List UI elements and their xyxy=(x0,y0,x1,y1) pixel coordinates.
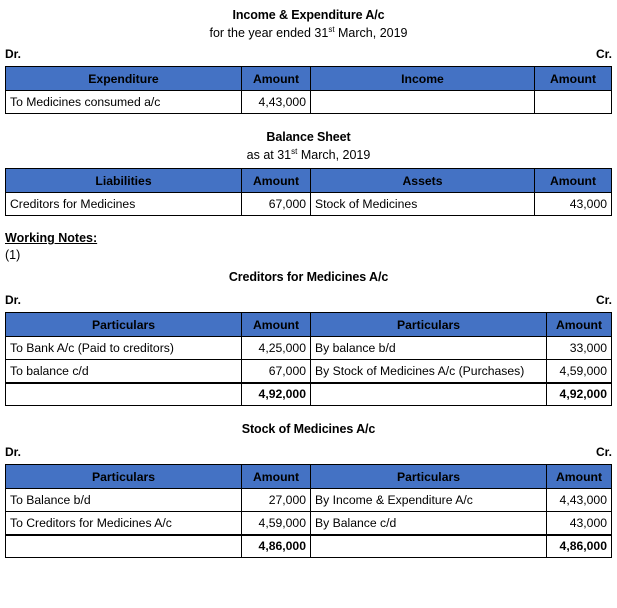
cell-total-right-amount: 4,92,000 xyxy=(547,383,612,406)
balance-sheet-title: Balance Sheet xyxy=(266,130,351,144)
cell-total-left-particular xyxy=(6,383,242,406)
column-header-expenditure: Expenditure xyxy=(6,67,242,91)
debit-label: Dr. xyxy=(5,445,22,459)
cell-right-amount: 43,000 xyxy=(547,512,612,535)
credit-label: Cr. xyxy=(595,293,612,307)
cell-right-amount: 4,43,000 xyxy=(547,489,612,512)
cell-left-amount: 67,000 xyxy=(242,360,311,383)
stock-account-section xyxy=(0,406,617,558)
cell-right-particular: Stock of Medicines xyxy=(311,193,535,216)
credit-label: Cr. xyxy=(595,445,612,459)
table-row xyxy=(6,512,612,535)
stock-account-title: Stock of Medicines A/c xyxy=(241,422,376,436)
balance-sheet-subtitle-prefix: as at 31 xyxy=(246,148,292,162)
creditors-account-section xyxy=(0,264,617,406)
income-expenditure-subtitle-prefix: for the year ended 31 xyxy=(209,26,329,40)
column-header-amount-credit: Amount xyxy=(547,465,612,489)
cell-total-left-amount: 4,86,000 xyxy=(242,535,311,558)
cell-total-left-particular xyxy=(6,535,242,558)
column-header-amount-liabilities: Amount xyxy=(242,169,311,193)
cell-left-particular: To Creditors for Medicines A/c xyxy=(6,512,242,535)
cell-total-right-amount: 4,86,000 xyxy=(547,535,612,558)
table-total-row xyxy=(6,383,612,406)
table-row xyxy=(6,91,612,114)
column-header-amount-debit: Amount xyxy=(242,313,311,337)
balance-sheet-section xyxy=(0,114,617,216)
balance-sheet-subtitle-suffix: March, 2019 xyxy=(297,148,371,162)
cell-right-amount xyxy=(535,91,612,114)
balance-sheet-subtitle-ordinal: st xyxy=(291,146,298,156)
working-notes-heading: Working Notes: xyxy=(5,231,98,245)
stock-account-drcr-labels xyxy=(5,444,612,460)
income-expenditure-drcr-labels xyxy=(5,46,612,62)
column-header-income: Income xyxy=(311,67,535,91)
income-expenditure-section xyxy=(0,0,617,114)
cell-right-particular: By Income & Expenditure A/c xyxy=(311,489,547,512)
cell-left-amount: 27,000 xyxy=(242,489,311,512)
income-expenditure-title: Income & Expenditure A/c xyxy=(232,8,385,22)
cell-left-particular: To Bank A/c (Paid to creditors) xyxy=(6,337,242,360)
balance-sheet-subtitle xyxy=(5,146,612,164)
income-expenditure-subtitle-ordinal: st xyxy=(328,24,335,34)
working-notes-section xyxy=(0,216,617,264)
cell-total-right-particular xyxy=(311,383,547,406)
column-header-amount-debit: Amount xyxy=(242,67,311,91)
cell-total-left-amount: 4,92,000 xyxy=(242,383,311,406)
table-header-row xyxy=(6,313,612,337)
column-header-amount-credit: Amount xyxy=(547,313,612,337)
income-expenditure-subtitle-suffix: March, 2019 xyxy=(334,26,408,40)
cell-left-particular: Creditors for Medicines xyxy=(6,193,242,216)
income-expenditure-subtitle xyxy=(5,24,612,42)
creditors-account-title: Creditors for Medicines A/c xyxy=(228,270,389,284)
cell-right-particular xyxy=(311,91,535,114)
cell-left-particular: To balance c/d xyxy=(6,360,242,383)
cell-left-amount: 4,59,000 xyxy=(242,512,311,535)
cell-left-amount: 67,000 xyxy=(242,193,311,216)
cell-left-amount: 4,25,000 xyxy=(242,337,311,360)
cell-right-particular: By balance b/d xyxy=(311,337,547,360)
table-row xyxy=(6,360,612,383)
debit-label: Dr. xyxy=(5,293,22,307)
cell-right-particular: By Balance c/d xyxy=(311,512,547,535)
cell-right-amount: 4,59,000 xyxy=(547,360,612,383)
column-header-amount-assets: Amount xyxy=(535,169,612,193)
cell-left-amount: 4,43,000 xyxy=(242,91,311,114)
column-header-particulars-debit: Particulars xyxy=(6,465,242,489)
cell-right-particular: By Stock of Medicines A/c (Purchases) xyxy=(311,360,547,383)
column-header-assets: Assets xyxy=(311,169,535,193)
cell-total-right-particular xyxy=(311,535,547,558)
column-header-liabilities: Liabilities xyxy=(6,169,242,193)
table-header-row xyxy=(6,169,612,193)
table-header-row xyxy=(6,465,612,489)
income-expenditure-table xyxy=(5,66,612,114)
column-header-particulars-credit: Particulars xyxy=(311,313,547,337)
balance-sheet-table xyxy=(5,168,612,216)
table-header-row xyxy=(6,67,612,91)
creditors-account-table xyxy=(5,312,612,406)
cell-right-amount: 43,000 xyxy=(535,193,612,216)
table-row xyxy=(6,193,612,216)
column-header-particulars-debit: Particulars xyxy=(6,313,242,337)
table-total-row xyxy=(6,535,612,558)
column-header-particulars-credit: Particulars xyxy=(311,465,547,489)
cell-left-particular: To Balance b/d xyxy=(6,489,242,512)
table-row xyxy=(6,337,612,360)
creditors-account-drcr-labels xyxy=(5,292,612,308)
column-header-amount-debit: Amount xyxy=(242,465,311,489)
table-row xyxy=(6,489,612,512)
stock-account-table xyxy=(5,464,612,558)
column-header-amount-credit: Amount xyxy=(535,67,612,91)
working-notes-number: (1) xyxy=(5,248,21,262)
cell-right-amount: 33,000 xyxy=(547,337,612,360)
debit-label: Dr. xyxy=(5,47,22,61)
credit-label: Cr. xyxy=(595,47,612,61)
cell-left-particular: To Medicines consumed a/c xyxy=(6,91,242,114)
